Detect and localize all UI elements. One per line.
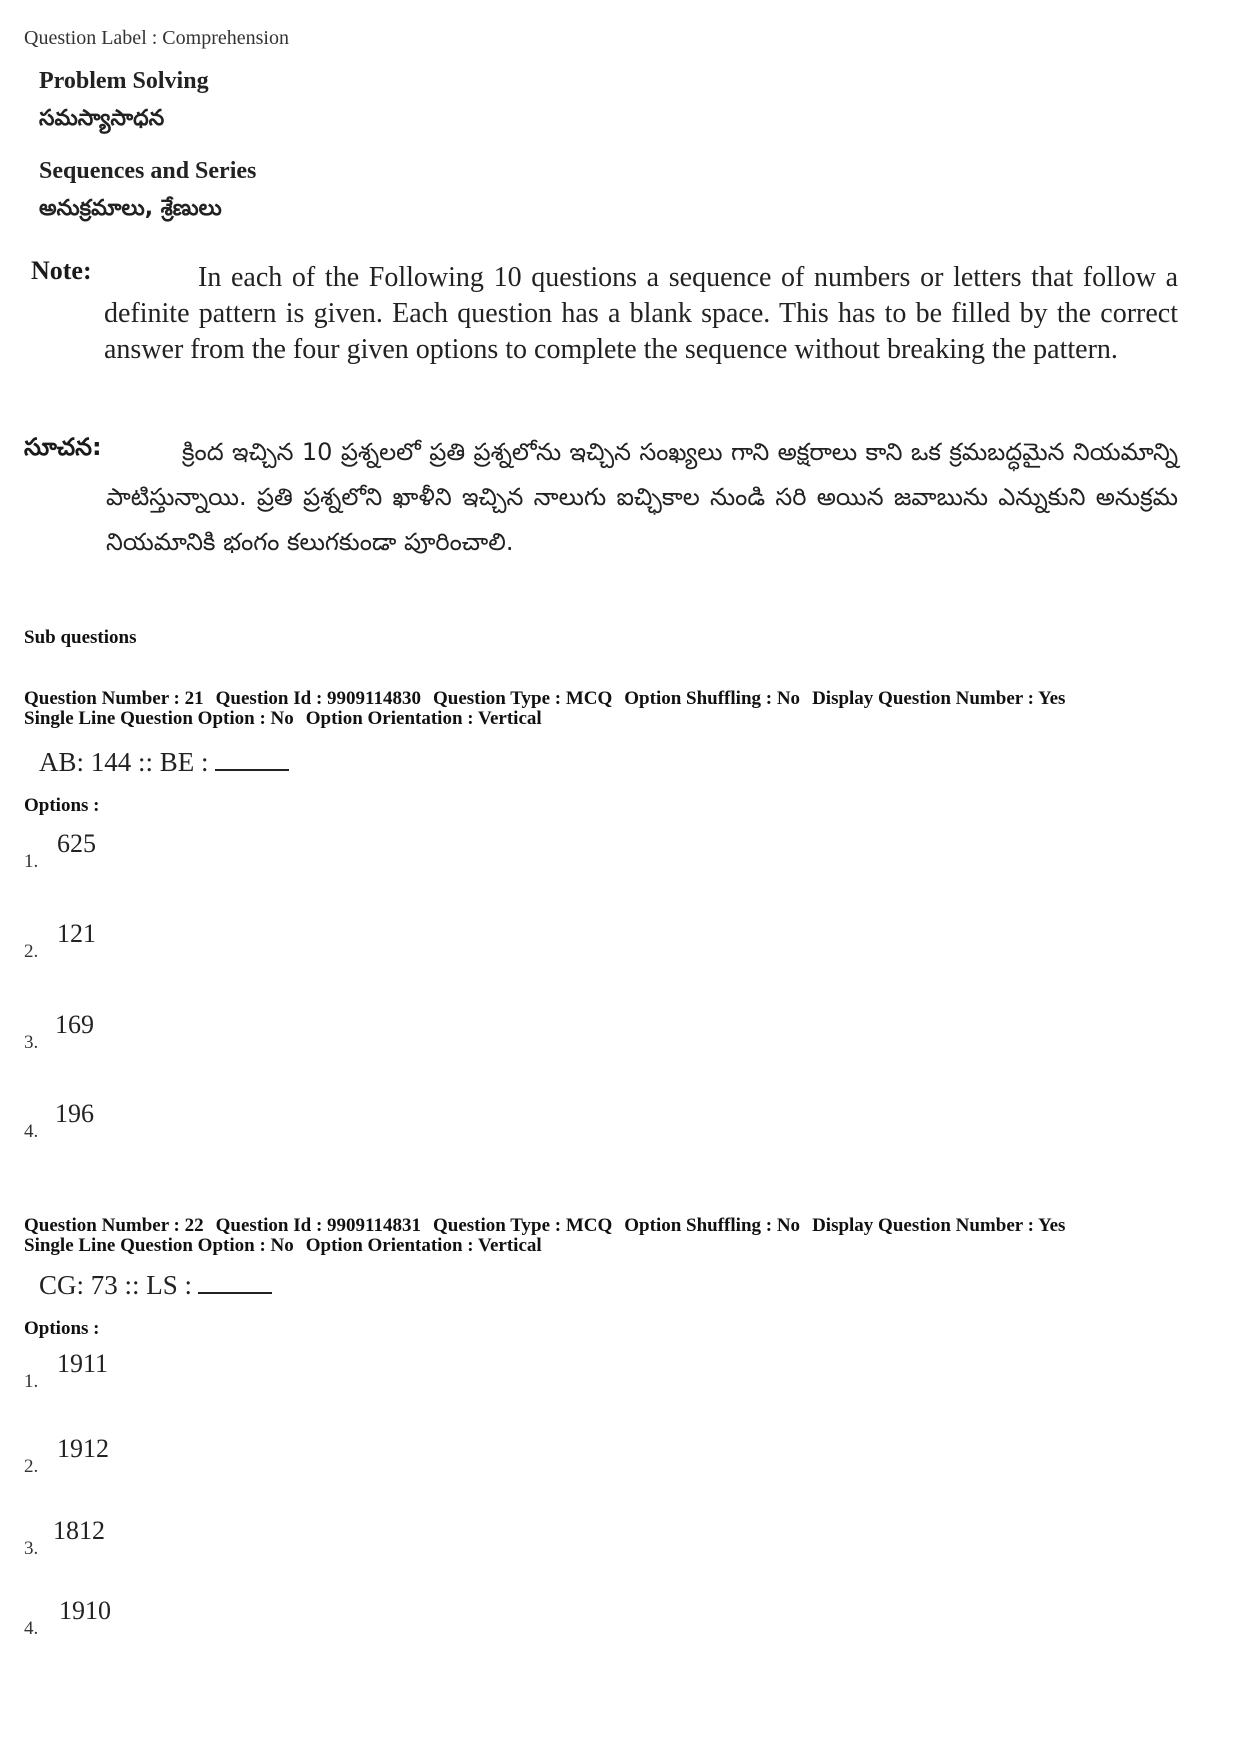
meta-single-line: Single Line Question Option : No: [24, 1235, 294, 1256]
option-value: 1812: [53, 1516, 105, 1545]
meta-question-type: Question Type : MCQ: [432, 1215, 613, 1236]
meta-orientation: Option Orientation : Vertical: [305, 708, 542, 729]
meta-question-id: Question Id : 9909114830: [215, 688, 421, 709]
option-number: 2.: [24, 1456, 39, 1477]
option-value: 1911: [57, 1349, 109, 1378]
answer-blank: [198, 1268, 272, 1294]
note-text: In each of the Following 10 questions a sequence of numbers or letters that follow a definite pattern is given. Each question has a blank space. This has to be filled by the correct answer from the four given options to complete the sequence without breaking the pattern.: [104, 262, 1178, 365]
option-value: 196: [55, 1099, 94, 1128]
question-text-content: CG: 73 :: LS :: [39, 1270, 193, 1300]
option-number: 1.: [24, 1371, 39, 1392]
question-text: [39, 1268, 272, 1301]
option-value: 121: [57, 919, 96, 948]
question-meta: [24, 1216, 1077, 1256]
option-number: 3.: [24, 1032, 39, 1053]
option-number: 4.: [24, 1121, 39, 1142]
option-value: 1910: [59, 1596, 111, 1625]
heading-problem-solving: Problem Solving: [39, 68, 209, 94]
meta-question-number: Question Number : 22: [24, 1215, 204, 1236]
option-number: 4.: [24, 1618, 39, 1639]
meta-single-line: Single Line Question Option : No: [24, 708, 294, 729]
meta-question-number: Question Number : 21: [24, 688, 204, 709]
meta-option-shuffling: Option Shuffling : No: [624, 688, 801, 709]
meta-option-shuffling: Option Shuffling : No: [624, 1215, 801, 1236]
meta-display-number: Display Question Number : Yes: [812, 688, 1066, 709]
heading-sequences-telugu: అనుక్రమాలు, శ్రేణులు: [39, 196, 222, 221]
option-value: 169: [55, 1010, 94, 1039]
option-value: 625: [57, 829, 96, 858]
option-number: 1.: [24, 851, 39, 872]
options-label: Options :: [24, 1318, 100, 1339]
sub-questions-label: Sub questions: [24, 627, 137, 648]
meta-orientation: Option Orientation : Vertical: [305, 1235, 542, 1256]
answer-blank: [215, 745, 289, 771]
heading-sequences: Sequences and Series: [39, 158, 257, 184]
meta-display-number: Display Question Number : Yes: [812, 1215, 1066, 1236]
telugu-note-label: సూచన:: [24, 433, 102, 461]
option-value: 1912: [57, 1434, 109, 1463]
question-meta: [24, 689, 1077, 729]
telugu-note-text: క్రింద ఇచ్చిన 10 ప్రశ్నలలో ప్రతి ప్రశ్నలోను ఇచ్చిన సంఖ్యలు గాని అక్షరాలు కాని ఒక క్రమబద్ధమైన నియమాన్ని పాటిస్తున్నాయి. ప్రతి ప్రశ్నలోని ఖాళీని ఇచ్చిన నాలుగు ఐచ్ఛికాల నుండి సరి అయిన జవాబును ఎన్నుకుని అనుక్రమ నియమానికి భంగం కలుగకుండా పూరించాలి.: [106, 438, 1178, 556]
options-label: Options :: [24, 795, 100, 816]
meta-question-id: Question Id : 9909114831: [215, 1215, 421, 1236]
question-text: [39, 745, 289, 778]
heading-problem-solving-telugu: సమస్యాసాధన: [39, 106, 165, 131]
note-label: Note:: [31, 256, 92, 285]
option-number: 2.: [24, 941, 39, 962]
option-number: 3.: [24, 1538, 39, 1559]
question-label: Question Label : Comprehension: [24, 27, 289, 49]
meta-question-type: Question Type : MCQ: [432, 688, 613, 709]
question-text-content: AB: 144 :: BE :: [39, 747, 209, 777]
